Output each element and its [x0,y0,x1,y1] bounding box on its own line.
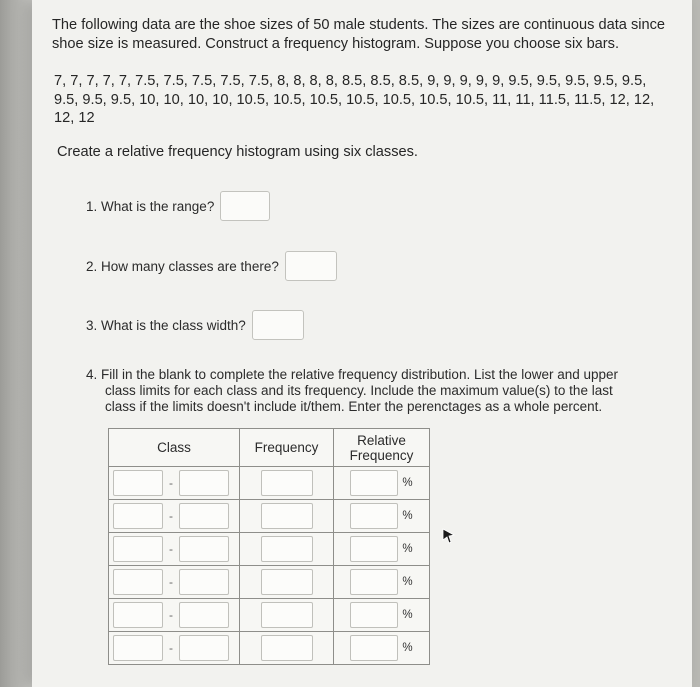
table-row [109,566,430,599]
range-dash: - [169,608,173,622]
frequency-cell [240,500,334,533]
percent-sign: % [402,609,413,621]
relative-frequency-cell [334,500,430,533]
relative-frequency-input[interactable] [350,635,398,661]
percent-sign: % [402,510,413,522]
relative-frequency-input[interactable] [350,536,398,562]
table-body [109,467,430,665]
shoe-size-data: 7, 7, 7, 7, 7, 7.5, 7.5, 7.5, 7.5, 7.5, 8, 8, 8, 8, 8.5, 8.5, 8.5, 9, 9, 9, 9, 9, 9.5, 9.5, 9.5, 9.5, 9.5, 9.5, 9.5, 9.5, 10, 10, 10, 10, 10.5, 10.5, 10.5, 10.5, 10.5, 10.5, 10.5, 11, 11, 11.5, 11.5, 12, 12, 12, 12 [54,73,655,126]
class-limits-cell [109,533,240,566]
class-width-answer-input[interactable] [252,310,304,340]
table-row [109,599,430,632]
relative-frequency-cell [334,533,430,566]
frequency-cell [240,467,334,500]
frequency-input[interactable] [261,602,313,628]
range-dash: - [169,641,173,655]
table-row [109,467,430,500]
table-row [109,533,430,566]
question-distribution-line1: 4. Fill in the blank to complete the relative frequency distribution. List the lower and upper [86,367,619,382]
class-limits-cell [109,500,240,533]
percent-sign: % [402,576,413,588]
class-limits-cell [109,599,240,632]
range-dash: - [169,542,173,556]
lower-limit-input[interactable] [113,602,163,628]
frequency-input[interactable] [261,635,313,661]
relative-frequency-input[interactable] [350,569,398,595]
percent-sign: % [402,642,413,654]
frequency-cell [240,533,334,566]
upper-limit-input[interactable] [179,569,229,595]
page-left-edge [0,0,34,687]
relative-frequency-cell [334,566,430,599]
table-row [109,500,430,533]
upper-limit-input[interactable] [179,635,229,661]
question-classes-label: 2. How many classes are there? [86,258,279,274]
upper-limit-input[interactable] [179,503,229,529]
class-limits-cell [109,566,240,599]
frequency-input[interactable] [261,536,313,562]
relative-frequency-table [108,428,430,665]
classes-answer-input[interactable] [285,251,337,281]
header-frequency: Frequency [240,429,334,467]
frequency-input[interactable] [261,503,313,529]
question-class-width-label: 3. What is the class width? [86,317,246,333]
frequency-input[interactable] [261,569,313,595]
lower-limit-input[interactable] [113,569,163,595]
question-distribution [86,367,666,415]
mouse-cursor-icon [441,527,457,545]
range-dash: - [169,509,173,523]
frequency-cell [240,566,334,599]
frequency-cell [240,599,334,632]
upper-limit-input[interactable] [179,602,229,628]
lower-limit-input[interactable] [113,536,163,562]
relative-frequency-input[interactable] [350,503,398,529]
range-dash: - [169,575,173,589]
lower-limit-input[interactable] [113,635,163,661]
percent-sign: % [402,477,413,489]
class-limits-cell [109,632,240,665]
table-row [109,632,430,665]
lower-limit-input[interactable] [113,503,163,529]
relative-frequency-cell [334,467,430,500]
question-classes [86,251,337,281]
question-range-label: 1. What is the range? [86,198,215,214]
create-prompt: Create a relative frequency histogram using six classes. [57,144,418,160]
relative-frequency-cell [334,632,430,665]
question-distribution-line2: class limits for each class and its frequency. Include the maximum value(s) to the last [105,383,613,398]
frequency-input[interactable] [261,470,313,496]
header-relative-frequency: Relative Frequency [334,429,430,467]
question-range [86,191,270,221]
header-class: Class [109,429,240,467]
problem-intro: The following data are the shoe sizes of 50 male students. The sizes are continuous data since shoe size is measured. Construct a frequency histogram. Suppose you choose six bars. [52,17,666,52]
question-distribution-line3: class if the limits doesn't include it/them. Enter the perenctages as a whole percent. [105,399,603,414]
range-answer-input[interactable] [220,191,270,221]
lower-limit-input[interactable] [113,470,163,496]
range-dash: - [169,476,173,490]
frequency-cell [240,632,334,665]
class-limits-cell [109,467,240,500]
percent-sign: % [402,543,413,555]
relative-frequency-cell [334,599,430,632]
upper-limit-input[interactable] [179,470,229,496]
relative-frequency-input[interactable] [350,470,398,496]
upper-limit-input[interactable] [179,536,229,562]
relative-frequency-input[interactable] [350,602,398,628]
question-class-width [86,310,304,340]
